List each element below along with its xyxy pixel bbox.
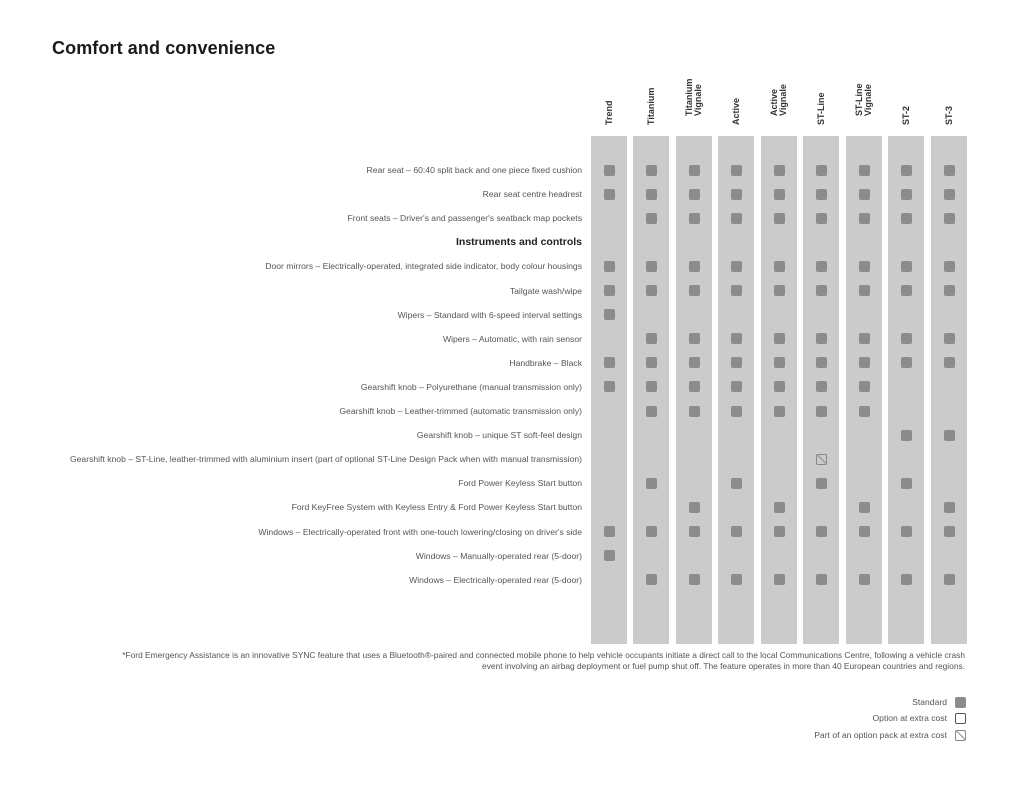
- standard-mark-icon: [816, 189, 827, 200]
- feature-label: Gearshift knob – unique ST soft-feel design: [416, 430, 582, 441]
- standard-mark-icon: [774, 213, 785, 224]
- standard-mark-icon: [901, 478, 912, 489]
- standard-mark-icon: [774, 574, 785, 585]
- column-header-titanium: [633, 86, 669, 134]
- standard-mark-icon: [689, 261, 700, 272]
- standard-mark-icon: [604, 309, 615, 320]
- standard-mark-icon: [859, 406, 870, 417]
- standard-mark-icon: [731, 333, 742, 344]
- standard-mark-icon: [901, 165, 912, 176]
- standard-mark-icon: [774, 502, 785, 513]
- standard-mark-icon: [859, 357, 870, 368]
- standard-mark-icon: [646, 333, 657, 344]
- standard-mark-icon: [646, 406, 657, 417]
- standard-mark-icon: [604, 381, 615, 392]
- standard-mark-icon: [689, 574, 700, 585]
- standard-mark-icon: [774, 406, 785, 417]
- column-header-label: Titanium Vignale: [684, 78, 703, 116]
- standard-mark-icon: [859, 213, 870, 224]
- standard-mark-icon: [731, 189, 742, 200]
- standard-mark-icon: [901, 333, 912, 344]
- page-title: Comfort and convenience: [52, 38, 276, 58]
- section-heading: Instruments and controls: [455, 236, 582, 249]
- column-header-label: ST-3: [943, 105, 954, 125]
- standard-mark-icon: [604, 165, 615, 176]
- pack-mark-icon: [816, 454, 827, 465]
- standard-mark-icon: [774, 333, 785, 344]
- standard-mark-icon: [816, 213, 827, 224]
- standard-mark-icon: [816, 478, 827, 489]
- standard-mark-icon: [774, 165, 785, 176]
- column-header-label: ST-2: [900, 105, 911, 125]
- standard-mark-icon: [944, 574, 955, 585]
- standard-mark-icon: [689, 406, 700, 417]
- standard-mark-icon: [731, 381, 742, 392]
- feature-label: Windows – Electrically-operated rear (5-door): [409, 574, 582, 585]
- standard-mark-icon: [859, 502, 870, 513]
- column-header-label: Titanium: [645, 87, 656, 125]
- standard-mark-icon: [604, 261, 615, 272]
- standard-mark-icon: [604, 285, 615, 296]
- legend-option: [872, 711, 966, 725]
- standard-mark-icon: [859, 285, 870, 296]
- standard-mark-icon: [646, 213, 657, 224]
- standard-mark-icon: [901, 574, 912, 585]
- standard-mark-icon: [604, 357, 615, 368]
- standard-mark-icon: [816, 381, 827, 392]
- standard-mark-icon: [646, 478, 657, 489]
- legend-standard: [912, 695, 966, 709]
- standard-mark-icon: [816, 526, 827, 537]
- standard-mark-icon: [774, 189, 785, 200]
- standard-mark-icon: [731, 165, 742, 176]
- standard-mark-icon: [859, 261, 870, 272]
- column-header-label: ST-Line: [815, 92, 826, 125]
- feature-label: Tailgate wash/wipe: [509, 285, 582, 296]
- standard-mark-icon: [944, 357, 955, 368]
- standard-mark-icon: [731, 285, 742, 296]
- feature-label: Front seats – Driver's and passenger's seatback map pockets: [347, 213, 582, 224]
- standard-mark-icon: [901, 357, 912, 368]
- standard-mark-icon: [816, 357, 827, 368]
- feature-label: Gearshift knob – Polyurethane (manual transmission only): [360, 381, 582, 392]
- feature-label: Ford KeyFree System with Keyless Entry & Ford Power Keyless Start button: [291, 502, 582, 513]
- standard-mark-icon: [944, 213, 955, 224]
- feature-label: Door mirrors – Electrically-operated, integrated side indicator, body colour housings: [265, 261, 582, 272]
- column-header-label: Trend: [603, 100, 614, 125]
- feature-label: Rear seat – 60:40 split back and one piece fixed cushion: [366, 165, 582, 175]
- standard-mark-icon: [689, 189, 700, 200]
- column-header-active-vignale: [761, 86, 797, 134]
- feature-label: Gearshift knob – Leather-trimmed (automatic transmission only): [339, 406, 582, 416]
- standard-mark-icon: [646, 261, 657, 272]
- standard-mark-icon: [944, 526, 955, 537]
- footnote: [60, 650, 965, 672]
- column-header-label: Active Vignale: [769, 84, 788, 116]
- standard-mark-icon: [604, 526, 615, 537]
- standard-mark-icon: [646, 381, 657, 392]
- standard-mark-icon: [816, 261, 827, 272]
- standard-mark-icon: [901, 189, 912, 200]
- standard-mark-icon: [901, 285, 912, 296]
- standard-mark-icon: [901, 526, 912, 537]
- column-header-st-line: [803, 86, 839, 134]
- standard-mark-icon: [731, 478, 742, 489]
- standard-mark-icon: [731, 261, 742, 272]
- column-header-st-2: [888, 86, 924, 134]
- standard-mark-icon: [731, 357, 742, 368]
- standard-mark-icon: [859, 165, 870, 176]
- standard-mark-icon: [944, 430, 955, 441]
- column-header-trend: [591, 86, 627, 134]
- standard-mark-icon: [731, 574, 742, 585]
- standard-mark-icon: [646, 165, 657, 176]
- standard-mark-icon: [646, 189, 657, 200]
- footnote-line-1: *Ford Emergency Assistance is an innovative SYNC feature that uses a Bluetooth®-paired and connected mobile phone to help vehicle occupants initiate a direct call to the local Communications Centre, following a vehicle crash: [122, 650, 965, 660]
- legend-pack: [814, 728, 966, 742]
- standard-mark-icon: [944, 165, 955, 176]
- feature-label: Rear seat centre headrest: [482, 189, 582, 200]
- column-header-st-line-vignale: [846, 83, 882, 134]
- feature-label: Windows – Manually-operated rear (5-door): [415, 550, 582, 561]
- standard-mark-icon: [901, 261, 912, 272]
- standard-mark-icon: [944, 502, 955, 513]
- standard-mark-icon: [774, 261, 785, 272]
- feature-label: Windows – Electrically-operated front with one-touch lowering/closing on driver's side: [258, 526, 582, 537]
- standard-mark-icon: [901, 430, 912, 441]
- standard-mark-icon: [944, 285, 955, 296]
- standard-mark-icon: [859, 189, 870, 200]
- feature-label: Wipers – Standard with 6-speed interval settings: [397, 309, 582, 320]
- standard-mark-icon: [944, 189, 955, 200]
- standard-mark-icon: [689, 213, 700, 224]
- feature-label: Wipers – Automatic, with rain sensor: [443, 333, 582, 344]
- standard-mark-icon: [944, 261, 955, 272]
- standard-mark-icon: [859, 333, 870, 344]
- standard-mark-icon: [774, 381, 785, 392]
- standard-mark-icon: [646, 357, 657, 368]
- standard-mark-icon: [689, 502, 700, 513]
- standard-mark-icon: [774, 357, 785, 368]
- footnote-line-2: event involving an airbag deployment or fuel pump shut off. The feature operates in more than 40 European countries and regions.: [482, 661, 965, 671]
- standard-mark-icon: [816, 406, 827, 417]
- standard-mark-icon: [859, 526, 870, 537]
- standard-mark-icon: [731, 213, 742, 224]
- column-header-st-3: [931, 86, 967, 134]
- column-header-titanium-vignale: [676, 78, 712, 134]
- standard-mark-icon: [774, 526, 785, 537]
- standard-mark-icon: [689, 526, 700, 537]
- standard-mark-icon: [901, 213, 912, 224]
- standard-mark-icon: [689, 333, 700, 344]
- standard-mark-icon: [816, 285, 827, 296]
- column-header-active: [718, 86, 754, 134]
- option-mark-icon: [955, 713, 966, 724]
- standard-mark-icon: [944, 333, 955, 344]
- standard-mark-icon: [689, 285, 700, 296]
- column-header-label: ST-Line Vignale: [854, 83, 873, 116]
- standard-mark-icon: [859, 574, 870, 585]
- feature-label: Gearshift knob – ST-Line, leather-trimmed with aluminium insert (part of optional ST-Line Design Pack when with manual transmission): [69, 454, 582, 465]
- standard-mark-icon: [859, 381, 870, 392]
- standard-mark-icon: [816, 165, 827, 176]
- standard-mark-icon: [731, 406, 742, 417]
- legend-standard-label: Standard: [912, 697, 947, 707]
- standard-mark-icon: [646, 285, 657, 296]
- column-header-label: Active: [730, 97, 741, 125]
- standard-mark-icon: [604, 189, 615, 200]
- standard-mark-icon: [689, 165, 700, 176]
- feature-label: Handbrake – Black: [509, 357, 582, 368]
- standard-mark-icon: [646, 574, 657, 585]
- feature-label: Ford Power Keyless Start button: [458, 478, 582, 489]
- standard-mark-icon: [816, 333, 827, 344]
- legend-option-label: Option at extra cost: [872, 713, 947, 723]
- standard-mark-icon: [731, 526, 742, 537]
- standard-mark-icon: [955, 697, 966, 708]
- standard-mark-icon: [604, 550, 615, 561]
- standard-mark-icon: [774, 285, 785, 296]
- pack-mark-icon: [955, 730, 966, 741]
- standard-mark-icon: [816, 574, 827, 585]
- standard-mark-icon: [689, 357, 700, 368]
- legend-pack-label: Part of an option pack at extra cost: [814, 730, 947, 740]
- standard-mark-icon: [646, 526, 657, 537]
- standard-mark-icon: [689, 381, 700, 392]
